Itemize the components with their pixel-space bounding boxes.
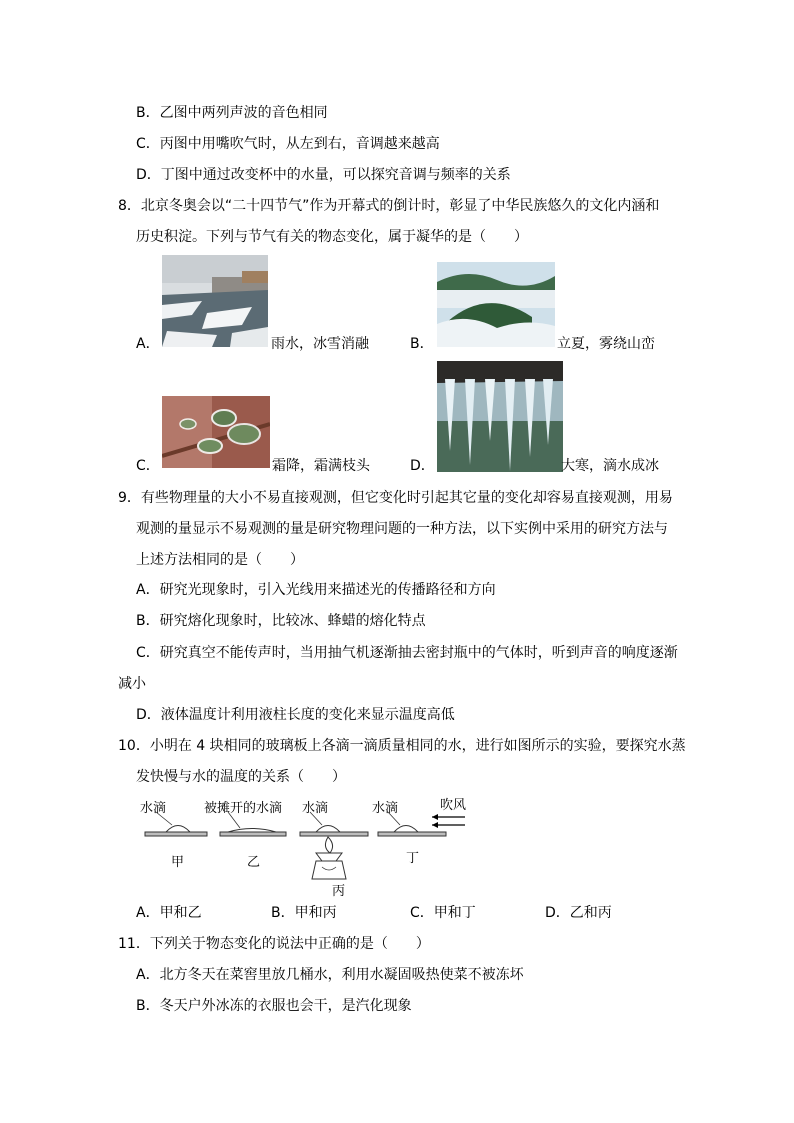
q10-stem-line1: 10．小明在 4 块相同的玻璃板上各滴一滴质量相同的水，进行如图所示的实验，要探究水蒸: [118, 738, 686, 754]
q8-option-a-letter: A．: [136, 336, 160, 352]
q9-option-b: B．研究熔化现象时，比较冰、蜂蜡的熔化特点: [136, 613, 426, 629]
glass-plate-bing: [300, 832, 368, 836]
frosted-branch-photo: [162, 396, 270, 468]
label-blow-wind: 吹风: [440, 798, 467, 813]
q8-option-a-text: 雨水，冰雪消融: [271, 336, 369, 352]
q10-option-b: B．甲和丙: [271, 905, 337, 921]
q10-stem-line2: 发快慢与水的温度的关系（ ）: [136, 769, 346, 785]
q9-option-c-line1: C．研究真空不能传声时，当用抽气机逐渐抽去密封瓶中的气体时，听到声音的响度逐渐: [136, 645, 678, 661]
label-spread-drop: 被摊开的水滴: [204, 801, 283, 816]
q9-stem-line3: 上述方法相同的是（ ）: [136, 552, 304, 568]
label-ding: 丁: [406, 851, 420, 866]
q10-option-a: A．甲和乙: [136, 905, 202, 921]
icicles-photo: [437, 361, 563, 472]
glass-plate-yi: [220, 832, 286, 836]
q11-option-a: A．北方冬天在菜窖里放几桶水，利用水凝固吸热使菜不被冻坏: [136, 967, 524, 983]
q7-option-d: D．丁图中通过改变杯中的水量，可以探究音调与频率的关系: [136, 167, 511, 183]
q8-option-b-text: 立夏，雾绕山峦: [557, 336, 655, 352]
q11-option-b: B．冬天户外冰冻的衣服也会干，是汽化现象: [136, 998, 412, 1014]
q7-option-c: C．丙图中用嘴吹气时，从左到右，音调越来越高: [136, 136, 440, 152]
q10-option-d: D．乙和丙: [545, 905, 612, 921]
q8-stem-line1: 8．北京冬奥会以“二十四节气”作为开幕式的倒计时，彰显了中华民族悠久的文化内涵和: [118, 198, 660, 214]
label-drop-jia: 水滴: [140, 801, 167, 816]
q8-option-b-letter: B．: [410, 336, 434, 352]
q8-stem-line2: 历史积淀。下列与节气有关的物态变化，属于凝华的是（ ）: [136, 229, 528, 245]
q8-option-d-text: 大寒，滴水成冰: [561, 458, 659, 474]
label-jia: 甲: [171, 855, 185, 870]
snowy-river-photo: [162, 255, 268, 347]
q7-option-b: B．乙图中两列声波的音色相同: [136, 105, 328, 121]
q9-stem-line1: 9．有些物理量的大小不易直接观测，但它变化时引起其它量的变化却容易直接观测，用易: [118, 490, 673, 506]
q9-option-d: D．液体温度计利用液柱长度的变化来显示温度高低: [136, 707, 455, 723]
q9-option-a: A．研究光现象时，引入光线用来描述光的传播路径和方向: [136, 582, 496, 598]
label-drop-ding: 水滴: [372, 801, 399, 816]
q11-stem: 11．下列关于物态变化的说法中正确的是（ ）: [118, 936, 430, 952]
q9-stem-line2: 观测的量显示不易观测的量是研究物理问题的一种方法，以下实例中采用的研究方法与: [136, 521, 668, 537]
q9-option-c-line2: 减小: [118, 676, 146, 692]
q8-option-c-letter: C．: [136, 458, 160, 474]
label-bing: 丙: [332, 884, 346, 899]
glass-plate-jia: [145, 832, 207, 836]
q10-option-c: C．甲和丁: [410, 905, 476, 921]
q8-option-c-text: 霜降，霜满枝头: [272, 458, 370, 474]
q8-option-d-letter: D．: [410, 458, 435, 474]
glass-plate-ding: [378, 832, 446, 836]
misty-mountains-photo: [437, 262, 555, 347]
label-yi: 乙: [247, 855, 261, 870]
label-drop-bing: 水滴: [302, 801, 329, 816]
